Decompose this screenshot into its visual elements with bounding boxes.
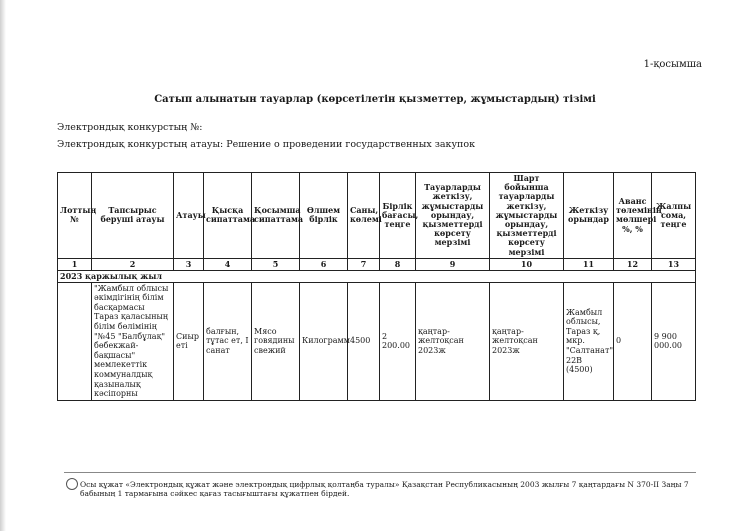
- col-number: 12: [614, 258, 652, 270]
- fiscal-year-row: [58, 270, 696, 282]
- document-title: Сатып алынатын тауарлар (көрсетілетін қызметтер, жұмыстардың) тізімі: [154, 94, 596, 105]
- footer-legal-note: Осы құжат «Электрондық құжат және электрондық цифрлық қолтаңба туралы» Қазақстан Республикасының 2003 жылғы 7 қаңтардағы N 370-II Заңы 7 бабының 1 тармағына сәйкес қағаз тасығыштағы құжатпен бірдей.: [80, 480, 689, 499]
- col-number: 13: [652, 258, 696, 270]
- header-lot-number: Лоттың №: [58, 173, 92, 259]
- cell-quantity: 4500: [348, 282, 380, 400]
- header-name: Атауы: [174, 173, 204, 259]
- cell-name: Сиыр еті: [174, 282, 204, 400]
- header-quantity: Саны, көлемі: [348, 173, 380, 259]
- header-total: Жалпы сома, теңге: [652, 173, 696, 259]
- header-delivery-period: Тауарларды жеткізу, жұмыстарды орындау, қызметтерді көрсету мерзімі: [416, 173, 490, 259]
- e-signature-icon: [66, 478, 78, 490]
- page-shadow: [0, 0, 6, 531]
- header-customer: Тапсырыс беруші атауы: [92, 173, 174, 259]
- cell-advance: 0: [614, 282, 652, 400]
- col-number: 5: [252, 258, 300, 270]
- col-number: 3: [174, 258, 204, 270]
- col-number: 1: [58, 258, 92, 270]
- fiscal-year-label: 2023 қаржылық жыл: [58, 270, 696, 282]
- header-contract-period: Шарт бойынша тауарларды жеткізу, жұмыстарды орындау, қызметтерді көрсету мерзімі: [490, 173, 564, 259]
- header-delivery-place: Жеткізу орындар: [564, 173, 614, 259]
- header-extra-description: Қосымша сипаттама: [252, 173, 300, 259]
- contest-name-label: Электрондық конкурстың атауы: Решение о проведении государственных закупок: [57, 139, 476, 150]
- header-unit: Өлшем бірлік: [300, 173, 348, 259]
- contest-number-label: Электрондық конкурстың №:: [57, 122, 203, 133]
- col-number: 4: [204, 258, 252, 270]
- goods-table: [57, 172, 696, 401]
- cell-delivery-period: қаңтар-желтоқсан 2023ж: [416, 282, 490, 400]
- footer-divider: [64, 472, 696, 473]
- table-row: [58, 282, 696, 400]
- header-unit-price: Бірлік бағасы, теңге: [380, 173, 416, 259]
- header-advance: Аванс төлемінің мөлшері %, %: [614, 173, 652, 259]
- col-number: 8: [380, 258, 416, 270]
- cell-short-description: балғын, тұтас ет, I санат: [204, 282, 252, 400]
- col-number: 2: [92, 258, 174, 270]
- col-number: 10: [490, 258, 564, 270]
- col-number: 9: [416, 258, 490, 270]
- column-number-row: [58, 258, 696, 270]
- cell-unit: Килограмм: [300, 282, 348, 400]
- cell-total: 9 900 000.00: [652, 282, 696, 400]
- col-number: 7: [348, 258, 380, 270]
- cell-contract-period: қаңтар-желтоқсан 2023ж: [490, 282, 564, 400]
- cell-unit-price: 2 200.00: [380, 282, 416, 400]
- col-number: 11: [564, 258, 614, 270]
- header-row: [58, 173, 696, 259]
- cell-extra-description: Мясо говядины свежий: [252, 282, 300, 400]
- header-short-description: Қысқа сипаттама: [204, 173, 252, 259]
- cell-delivery-place: Жамбыл облысы, Тараз қ, мкр. "Салтанат" 22В (4500): [564, 282, 614, 400]
- col-number: 6: [300, 258, 348, 270]
- appendix-label: 1-қосымша: [643, 59, 702, 70]
- cell-lot-number: [58, 282, 92, 400]
- cell-customer: "Жамбыл облысы әкімдігінің білім басқармасы Тараз қаласының білім бөлімінің "№45 "Балбұлақ" бөбекжай-бақшасы" мемлекеттік коммуналдық қазыналық кәсіпорны: [92, 282, 174, 400]
